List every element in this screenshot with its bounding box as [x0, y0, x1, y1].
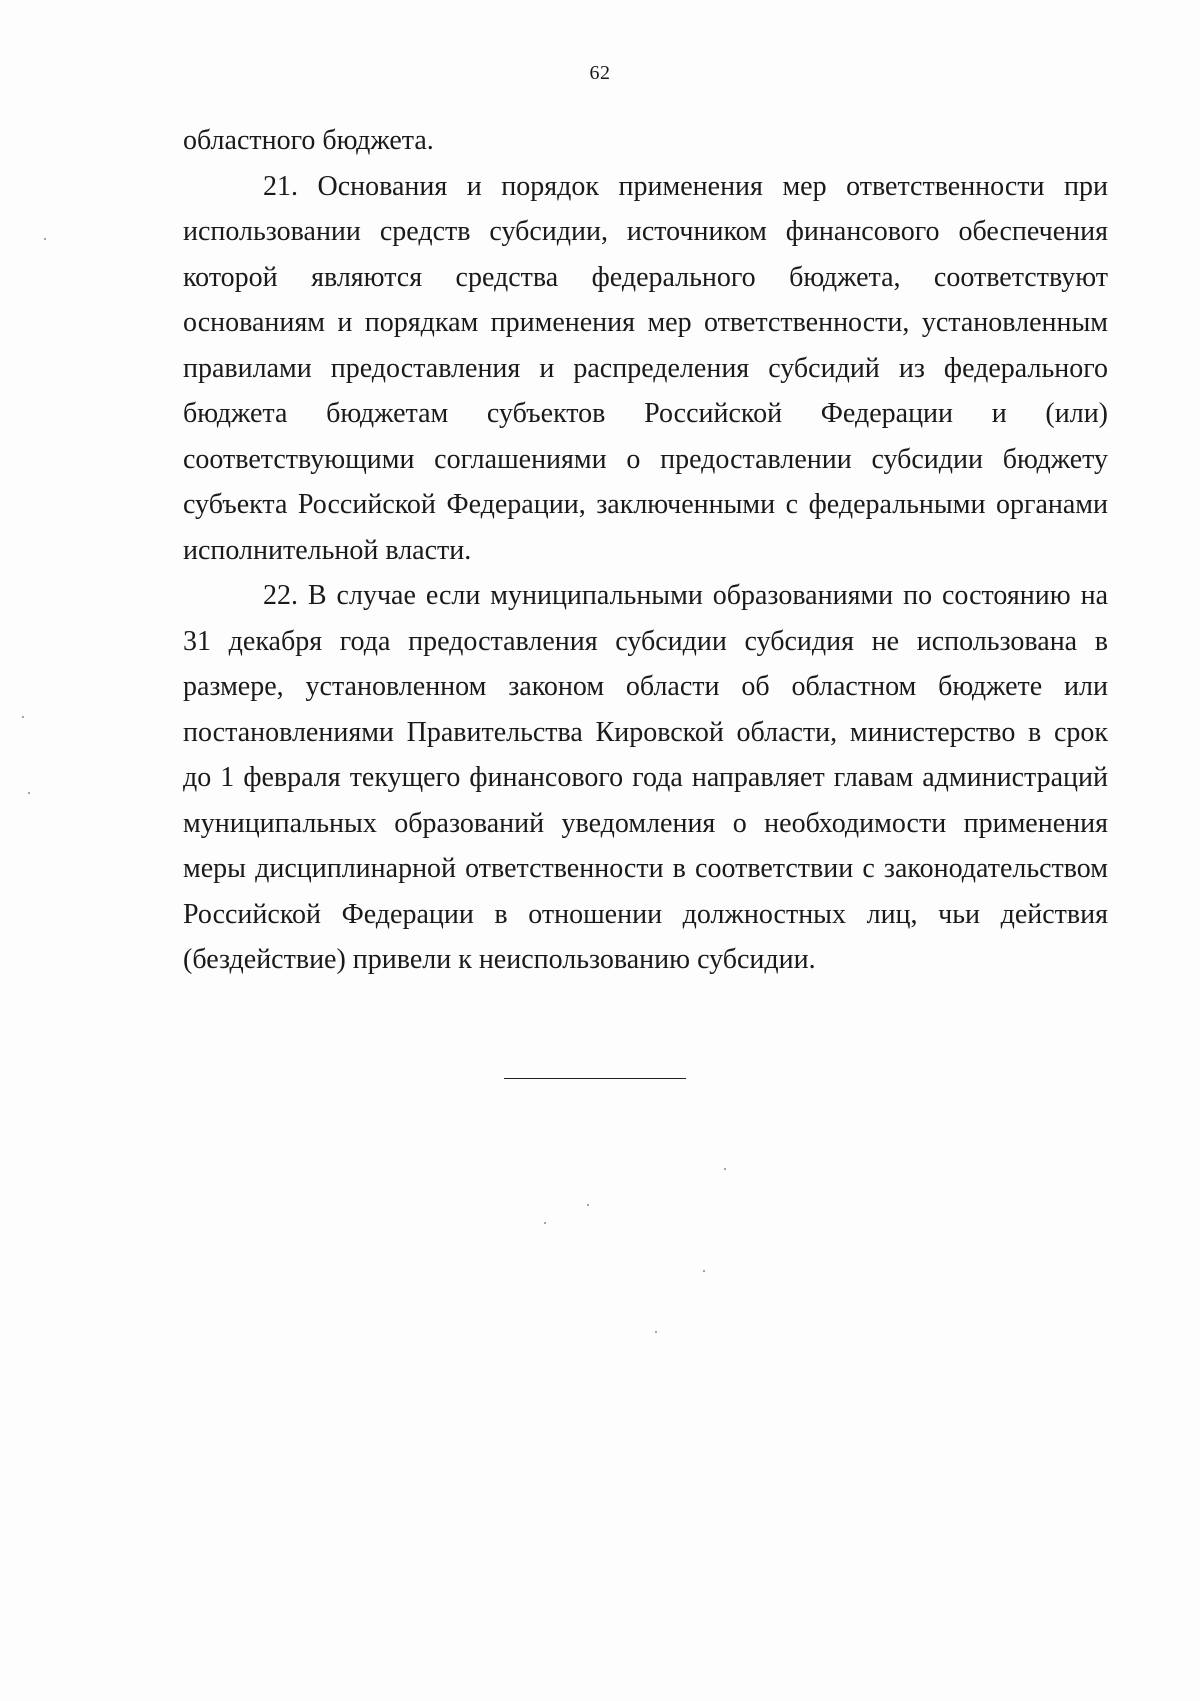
document-body	[183, 118, 1108, 983]
scan-speck	[724, 1168, 726, 1170]
closing-rule	[504, 1078, 686, 1079]
scan-speck	[587, 1204, 589, 1206]
paragraph-clause-22: 22. В случае если муниципальными образованиями по состоянию на 31 декабря года предоставления субсидии субсидия не использована в размере, установленном законом области об областном бюджете или постановлениями Правительства Кировской области, министерство в срок до 1 февраля текущего финансового года направляет главам администраций муниципальных образований уведомления о необходимости применения меры дисциплинарной ответственности в соответствии с законодательством Российской Федерации в отношении должностных лиц, чьи действия (бездействие) привели к неиспользованию субсидии.	[183, 580, 1108, 975]
paragraph-clause-21: 21. Основания и порядок применения мер ответственности при использовании средств субсидии, источником финансового обеспечения которой являются средства федерального бюджета, соответствуют основаниям и порядкам применения мер ответственности, установленным правилами предоставления и распределения субсидий из федерального бюджета бюджетам субъектов Российской Федерации и (или) соответствующими соглашениями о предоставлении субсидии бюджету субъекта Российской Федерации, заключенными с федеральными органами исполнительной власти.	[183, 170, 1108, 566]
scan-speck	[703, 1270, 705, 1272]
page-number: 62	[589, 62, 611, 84]
scan-speck	[28, 792, 30, 794]
paragraph-continuation: областного бюджета.	[183, 125, 434, 156]
scan-speck	[44, 238, 46, 240]
scan-speck	[22, 716, 24, 718]
scan-speck	[544, 1222, 546, 1224]
scan-speck	[655, 1331, 657, 1333]
